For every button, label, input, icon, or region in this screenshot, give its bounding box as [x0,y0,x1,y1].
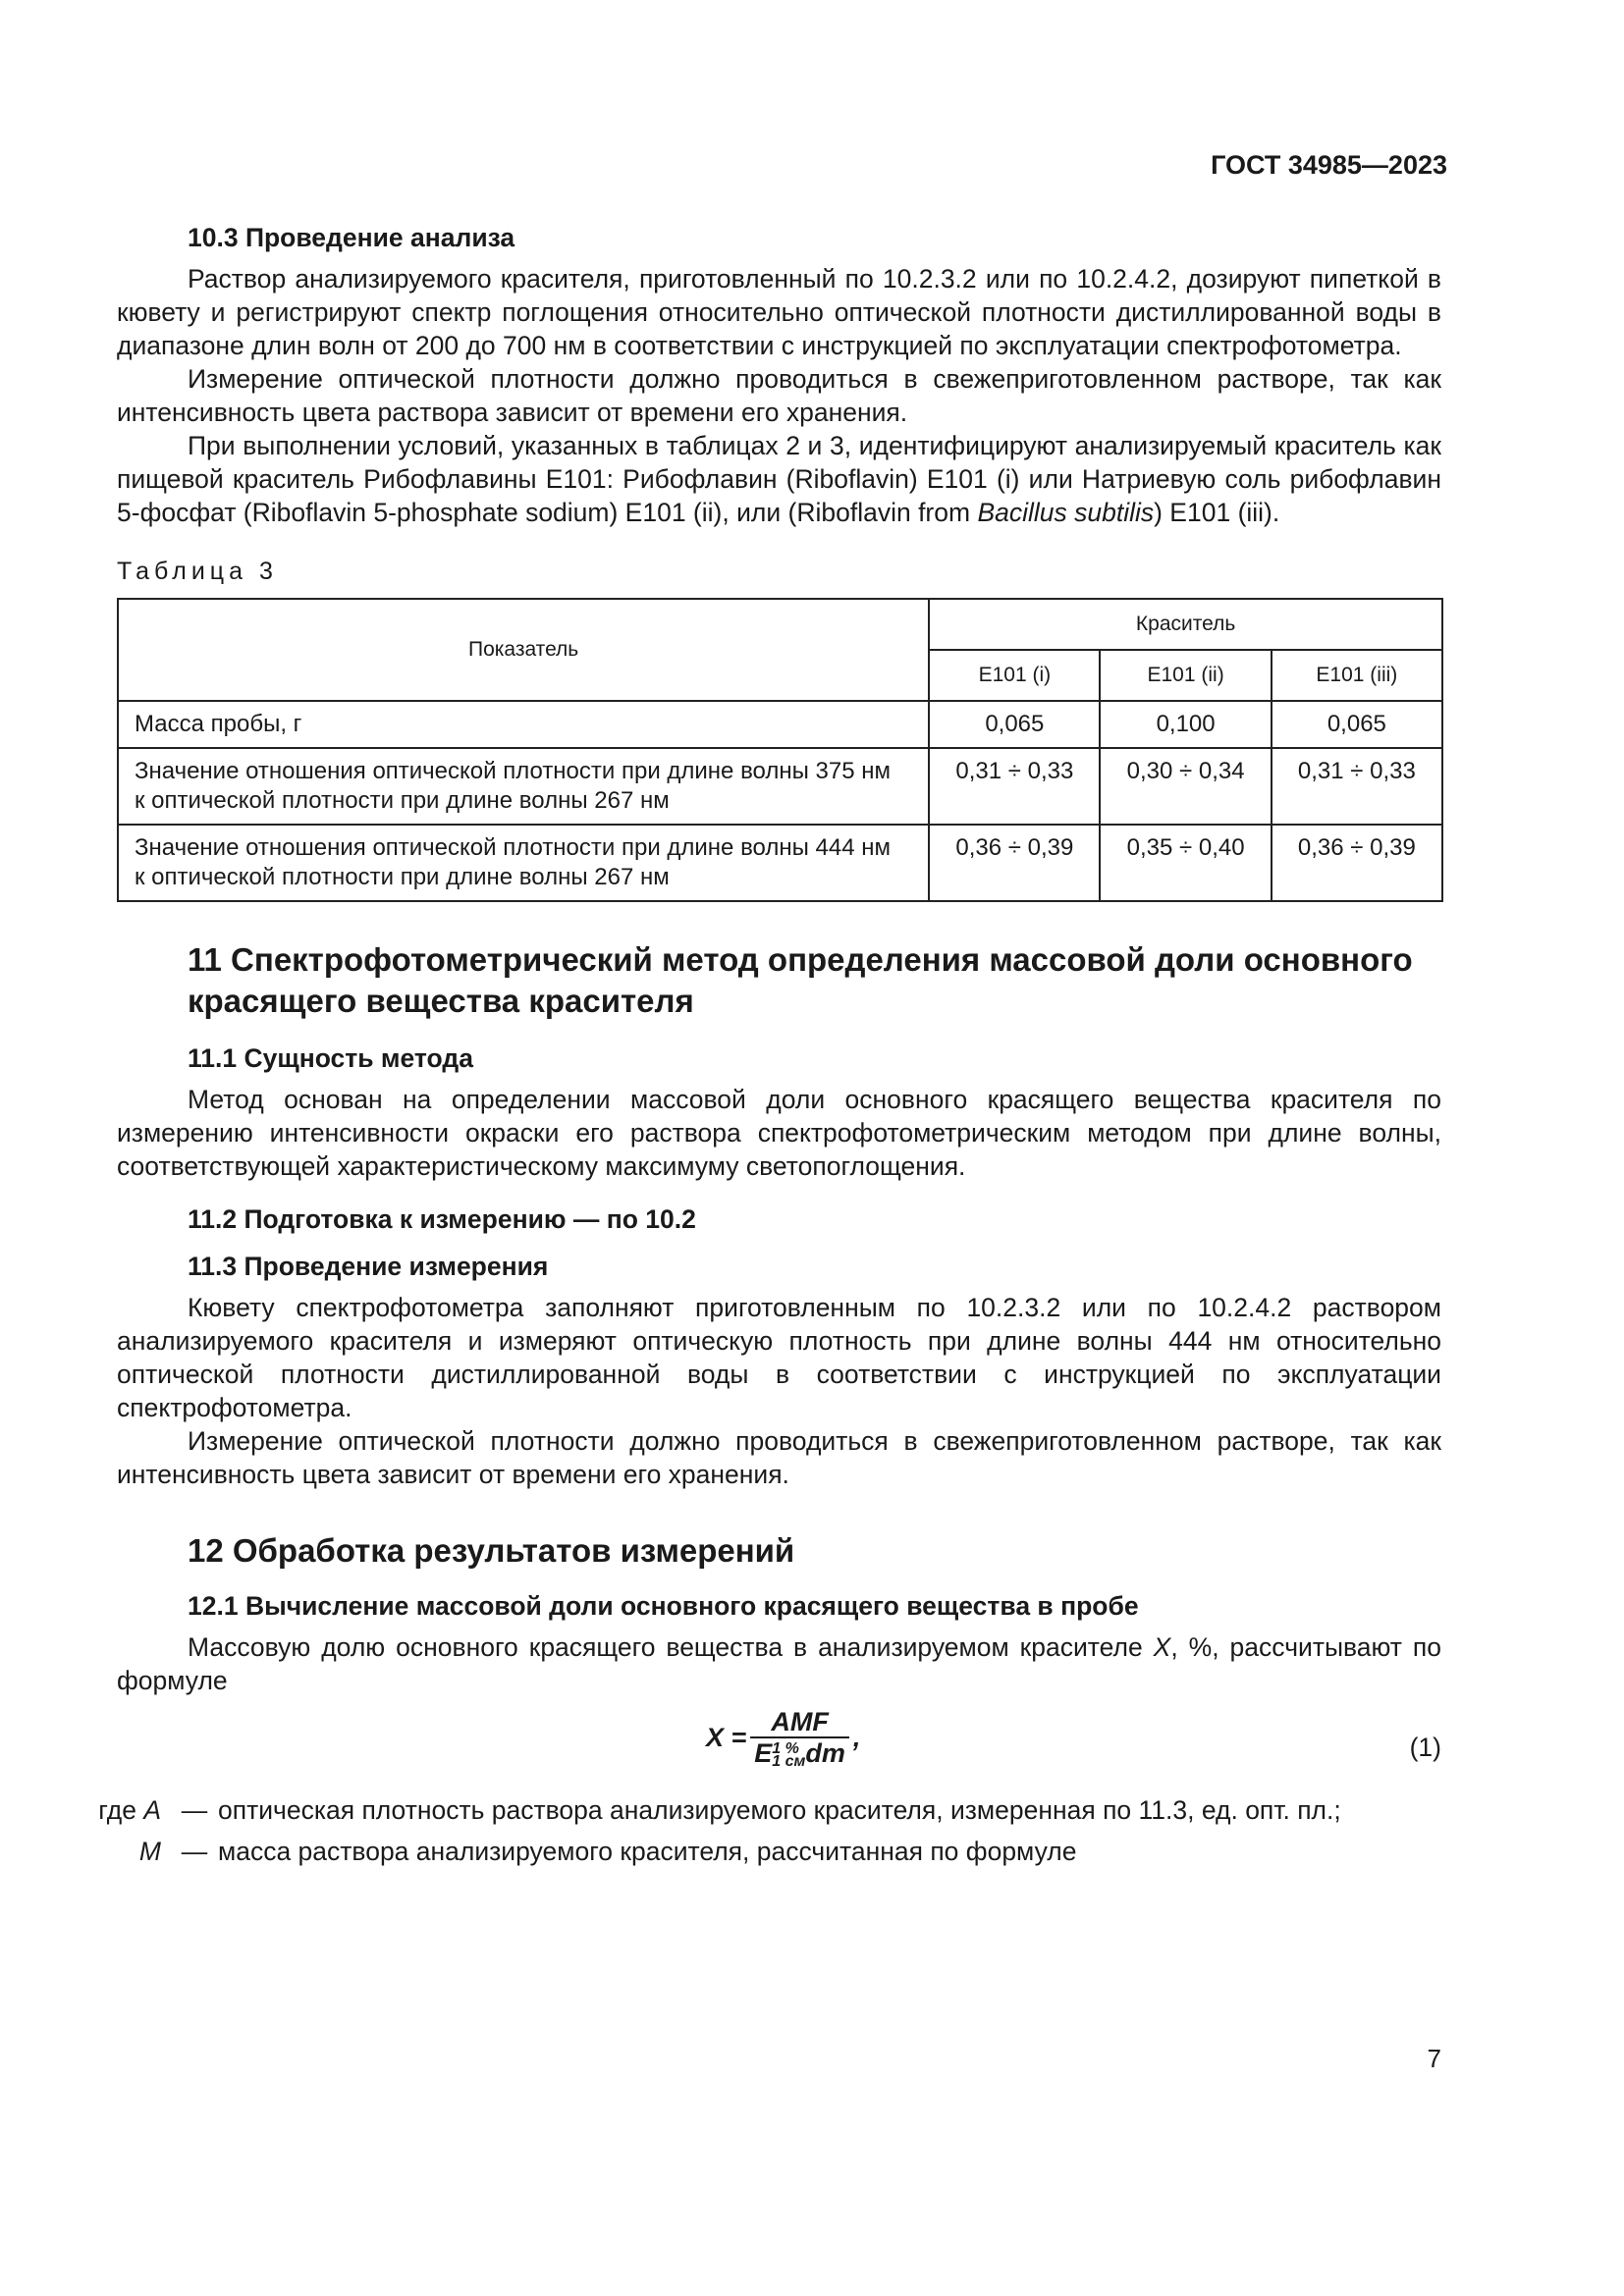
header-indicator: Показатель [118,599,929,701]
standard-id: ГОСТ 34985—2023 [1211,150,1447,180]
table-label: Таблица 3 [117,558,278,585]
header-dye: Краситель [929,599,1442,650]
header-col: Е101 (i) [929,650,1100,701]
formula-expression [706,1707,860,1768]
formula-den-sub: 1 см [772,1752,806,1770]
variable-x: X [1153,1632,1171,1662]
subsection-11-2-heading: 11.2 Подготовка к измерению — по 10.2 [188,1204,696,1234]
table-cell: 0,31 ÷ 0,33 [1272,748,1442,825]
formula-lhs: X = [706,1723,747,1752]
paragraph-11-3-2: Измерение оптической плотности должно проводиться в свежеприготовленном растворе, так как интенсивность цвета зависит от времени его хранения. [117,1426,1441,1489]
paragraph-10-3-3-start: При выполнении условий, указанных в таблицах 2 и 3, идентифицируют анализируемый краситель как пищевой краситель Рибофлавины Е101: Рибофлавин (Riboflavin) Е101 (i) или Натриевую соль рибофлавин 5-фосфат (Riboflavin 5-phosphate sodium) Е101 (ii), или (Riboflavin from [117,431,1441,527]
row-indicator [118,748,929,825]
table-cell: 0,31 ÷ 0,33 [929,748,1100,825]
symbol: M [138,1837,161,1866]
bacillus-name: Bacillus subtilis [977,498,1155,527]
section-12-heading: 12 Обработка результатов измерений [188,1532,795,1569]
definition-text: оптическая плотность раствора анализируемого красителя, измеренная по 11.3, ед. опт. пл.; [218,1795,1341,1825]
section-11-heading-line: 11 Спектрофотометрический метод определения массовой доли основного [188,941,1413,978]
table-cell: 0,30 ÷ 0,34 [1100,748,1271,825]
table-cell: 0,36 ÷ 0,39 [929,825,1100,901]
formula-den-rest: dm [805,1738,845,1768]
table-cell: 0,100 [1100,701,1271,748]
row-indicator-line: Значение отношения оптической плотности при длине волны 375 нм [135,758,892,784]
table-row [118,825,1442,901]
table-row [118,701,1442,748]
symbol: A [143,1795,161,1825]
definition-dash: — [181,1795,208,1825]
section-11-heading-line: красящего вещества красителя [188,983,694,1019]
row-indicator-line: к оптической плотности при длине волны 267 нм [135,787,670,814]
paragraph-10-3-2: Измерение оптической плотности должно проводиться в свежеприготовленном растворе, так как интенсивность цвета раствора зависит от времени его хранения. [117,364,1441,427]
table-cell: 0,36 ÷ 0,39 [1272,825,1442,901]
formula-1 [117,1703,1441,1796]
definition-row [0,1792,1441,1828]
row-indicator-line: к оптической плотности при длине волны 267 нм [135,864,670,890]
row-indicator: Масса пробы, г [118,701,929,748]
table-cell: 0,065 [929,701,1100,748]
definition-text: масса раствора анализируемого красителя, рассчитанная по формуле [218,1837,1077,1866]
subsection-12-1-heading: 12.1 Вычисление массовой доли основного красящего вещества в пробе [188,1591,1139,1621]
definitions-list [0,1792,1441,1869]
definition-dash: — [181,1837,208,1866]
paragraph-10-3-1: Раствор анализируемого красителя, приготовленный по 10.2.3.2 или по 10.2.4.2, дозируют пипеткой в кювету и регистрируют спектр поглощения относительно оптической плотности дистиллированной воды в диапазоне длин волн от 200 до 700 нм в соответствии с инструкцией по эксплуатации спектрофотометра. [117,264,1441,360]
table-header-row [118,599,1442,650]
row-indicator-line: Значение отношения оптической плотности при длине волны 444 нм [135,834,892,861]
formula-fraction [750,1707,849,1768]
header-col: Е101 (iii) [1272,650,1442,701]
paragraph-10-3-3-end: ) Е101 (iii). [1154,498,1280,527]
paragraph-10-3-3 [117,429,1441,529]
definition-row [0,1834,1441,1869]
formula-denominator [750,1736,849,1768]
formula-den-e: E [754,1738,773,1768]
table-3 [117,598,1443,902]
paragraph-11-3-1: Кювету спектрофотометра заполняют приготовленным по 10.2.3.2 или по 10.2.4.2 раствором анализируемого красителя и измеряют оптическую плотность при длине волны 444 нм относительно оптической плотности дистиллированной воды в соответствии с инструкцией по эксплуатации спектрофотометра. [117,1293,1441,1422]
table-cell: 0,065 [1272,701,1442,748]
paragraph-12-1-start: Массовую долю основного красящего вещества в анализируемом красителе [188,1632,1154,1662]
formula-comma: , [852,1723,861,1752]
header-col: Е101 (ii) [1100,650,1271,701]
document-body [98,221,1441,1869]
row-indicator [118,825,929,901]
paragraph-12-1 [117,1630,1441,1697]
subsection-10-3-heading: 10.3 Проведение анализа [188,223,515,252]
table-row [118,748,1442,825]
definition-symbol [0,1834,171,1869]
section-11-heading [117,939,1441,1022]
paragraph-12-1-end: , %, рассчитывают по формуле [117,1632,1441,1695]
page-number: 7 [1427,2044,1441,2073]
formula-numerator: AMF [771,1707,829,1736]
definition-lead: где [98,1795,144,1825]
paragraph-11-1: Метод основан на определении массовой доли основного красящего вещества красителя по измерению интенсивности окраски его раствора спектрофотометрическим методом при длине волны, соответствующей характеристическому максимуму светопоглощения. [117,1085,1441,1181]
subsection-11-3-heading: 11.3 Проведение измерения [188,1252,549,1281]
definition-symbol [0,1792,171,1828]
subsection-11-1-heading: 11.1 Сущность метода [188,1043,473,1073]
formula-number: (1) [1409,1733,1441,1762]
formula-den-sup: 1 % [772,1739,799,1757]
table-cell: 0,35 ÷ 0,40 [1100,825,1271,901]
